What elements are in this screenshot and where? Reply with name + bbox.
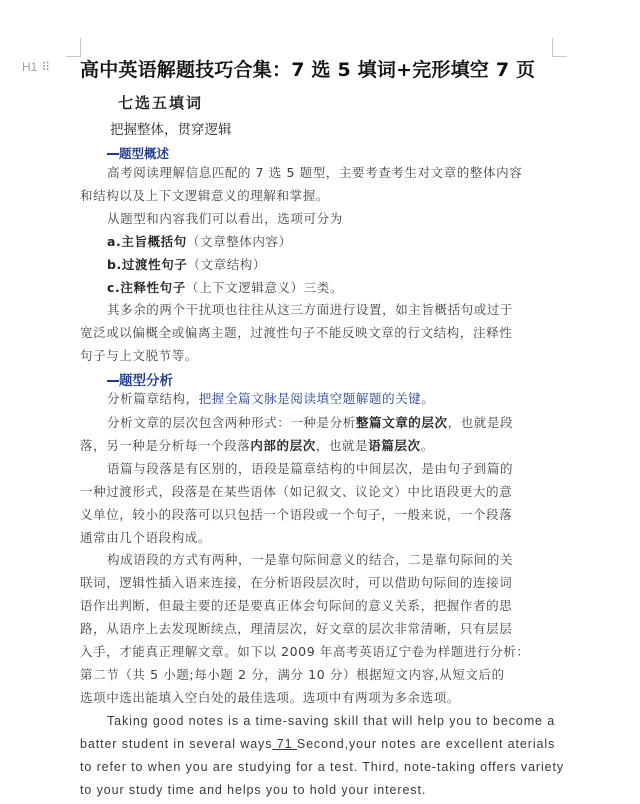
page-corner-top-left [66, 38, 81, 57]
analysis-intro-line: 分析篇章结构，把握全篇文脉是阅读填空题解题的关键。 [107, 391, 435, 406]
option-a-line: a.主旨概括句（文章整体内容） [107, 234, 292, 249]
passage-line: to refer to when you are studying for a test. Third, note-taking offers variety [80, 760, 565, 774]
page-corner-top-right [552, 38, 567, 57]
section-heading-overview: 题型概述 [107, 144, 169, 162]
option-b-line: b.过渡性句子（文章结构） [107, 257, 267, 272]
subtitle: 七选五填词 [118, 94, 204, 112]
option-b-label: b.过渡性句子 [107, 257, 188, 272]
paragraph-line: 语篇与段落是有区别的，语段是篇章结构的中间层次，是由句子到篇的 [107, 461, 514, 476]
paragraph-line: 语作出判断，但最主要的还是要真正体会句际间的意义关系，把握作者的思 [80, 598, 513, 613]
option-c-line: c.注释性句子（上下文逻辑意义）三类。 [107, 280, 344, 295]
paragraph-line: 选项中选出能填入空白处的最佳选项。选项中有两项为多余选项。 [80, 690, 460, 705]
section-heading-analysis: 题型分析 [107, 369, 173, 389]
paragraph-line: 构成语段的方式有两种，一是靠句际间意义的结合，二是靠句际间的关 [107, 552, 514, 567]
paragraph-line: 联词，逻辑性插入语来连接，在分析语段层次时，可以借助句际间的连接词 [80, 575, 513, 590]
paragraph-line: 分析文章的层次包含两种形式：一种是分析整篇文章的层次，也就是段 [107, 415, 514, 430]
paragraph-line: 路，从语序上去发现断续点，理清层次，好文章的层次非常清晰，只有层层 [80, 621, 513, 636]
section-mark [107, 380, 119, 382]
document-title: 高中英语解题技巧合集：7 选 5 填词+完形填空 7 页 [80, 59, 536, 81]
paragraph-line: 高考阅读理解信息匹配的 7 选 5 题型，主要考查考生对文章的整体内容 [107, 165, 523, 180]
passage-line: to your study time and helps you to hold your interest. [80, 783, 427, 797]
paragraph-line: 通常由几个语段构成。 [80, 530, 212, 545]
section-mark [107, 153, 119, 155]
paragraph-line: 其多余的两个干扰项也往往从这三方面进行设置，如主旨概括句或过于 [107, 302, 514, 317]
paragraph-line: 句子与上文脱节等。 [80, 348, 198, 363]
paragraph-line: 第二节（共 5 小题;每小题 2 分，满分 10 分）根据短文内容,从短文后的 [80, 667, 505, 682]
option-a-label: a.主旨概括句 [107, 234, 187, 249]
drag-handle-icon[interactable]: ⠿ [41, 60, 49, 74]
heading-level-icon: H1 [22, 60, 38, 74]
paragraph-line: 入手，才能真正理解文章。如下以 2009 年高考英语辽宁卷为样题进行分析： [80, 644, 530, 659]
paragraph-line: 宽泛或以偏概全或偏离主题，过渡性句子不能反映文章的行文结构，注释性 [80, 325, 513, 340]
paragraph-line: 义单位，较小的段落可以只包括一个语段或一个句子，一般来说，一个段落 [80, 507, 513, 522]
paragraph-line: 落，另一种是分析每一个段落内部的层次，也就是语篇层次。 [80, 438, 434, 453]
paragraph-line: 一种过渡形式，段落是在某些语体（如记叙文、议论文）中比语段更大的意 [80, 484, 513, 499]
paragraph-line: 从题型和内容我们可以看出，选项可分为 [107, 211, 343, 226]
passage-line: batter student in several ways 71 Second,your notes are excellent aterials [80, 737, 556, 751]
subtitle-secondary: 把握整体，贯穿逻辑 [110, 122, 232, 138]
paragraph-line: 和结构以及上下文逻辑意义的理解和掌握。 [80, 188, 329, 203]
passage-line: Taking good notes is a time-saving skill that will help you to become a [107, 714, 556, 728]
blank-71: 71 [272, 737, 297, 751]
option-c-label: c.注释性句子 [107, 280, 186, 295]
heading-handle[interactable] [22, 60, 48, 74]
